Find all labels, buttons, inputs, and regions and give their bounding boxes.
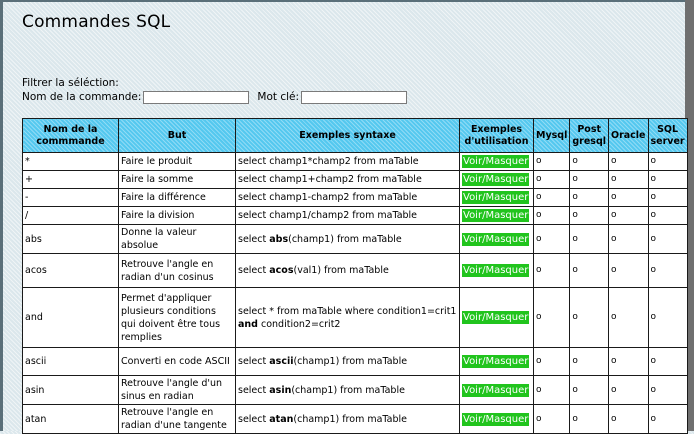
- cell-syntax: [236, 405, 460, 434]
- window-top-border: [0, 0, 694, 2]
- cell-oracle: o: [609, 348, 649, 376]
- syntax-text-tail: condition2=crit2: [257, 318, 341, 330]
- cell-sqlserver: o: [648, 153, 687, 171]
- table-row: [23, 207, 688, 225]
- cell-sqlserver: o: [648, 348, 687, 376]
- cell-postgresql: o: [570, 348, 609, 376]
- cell-purpose: Faire le produit: [119, 153, 236, 171]
- syntax-text: select: [238, 384, 270, 396]
- cell-mysql: o: [534, 207, 570, 225]
- cell-usage: [460, 207, 534, 225]
- cell-sqlserver: o: [648, 254, 687, 288]
- cell-mysql: o: [534, 153, 570, 171]
- table-row: [23, 376, 688, 405]
- cell-sqlserver: o: [648, 225, 687, 254]
- toggle-example-button[interactable]: Voir/Masquer: [463, 413, 529, 425]
- cell-purpose: Donne la valeur absolue: [119, 225, 236, 254]
- cell-usage: [460, 405, 534, 434]
- filter-heading: Filtrer la séléction:: [22, 77, 119, 89]
- cell-syntax: [236, 189, 460, 207]
- toggle-example-button[interactable]: Voir/Masquer: [463, 210, 529, 221]
- table-row: [23, 189, 688, 207]
- table-row: [23, 288, 688, 348]
- syntax-keyword: acos: [269, 265, 294, 276]
- cell-oracle: o: [609, 189, 649, 207]
- cell-command-name: atan: [23, 405, 119, 434]
- syntax-text: select: [238, 356, 270, 367]
- syntax-keyword: asin: [269, 384, 292, 396]
- toggle-example-button[interactable]: Voir/Masquer: [463, 192, 529, 203]
- syntax-text: select champ1/champ2 from maTable: [238, 210, 418, 221]
- cell-oracle: o: [609, 225, 649, 254]
- cell-mysql: o: [534, 254, 570, 288]
- cell-command-name: /: [23, 207, 119, 225]
- cell-postgresql: o: [570, 171, 609, 189]
- cell-postgresql: o: [570, 207, 609, 225]
- toggle-example-button[interactable]: Voir/Masquer: [463, 265, 529, 276]
- cell-sqlserver: o: [648, 376, 687, 405]
- cell-sqlserver: o: [648, 207, 687, 225]
- cell-syntax: [236, 171, 460, 189]
- cell-sqlserver: o: [648, 171, 687, 189]
- cell-sqlserver: o: [648, 405, 687, 434]
- page-title: Commandes SQL: [22, 12, 171, 32]
- cell-syntax: [236, 376, 460, 405]
- cell-mysql: o: [534, 348, 570, 376]
- cell-oracle: o: [609, 405, 649, 434]
- cell-mysql: o: [534, 405, 570, 434]
- cell-syntax: [236, 288, 460, 348]
- cell-usage: [460, 288, 534, 348]
- syntax-text-tail: (champ1) from maTable: [293, 413, 407, 425]
- cell-usage: [460, 376, 534, 405]
- cell-usage: [460, 254, 534, 288]
- cell-oracle: o: [609, 376, 649, 405]
- header-usage[interactable]: Exemples d'utilisation: [460, 119, 534, 153]
- cell-syntax: [236, 153, 460, 171]
- keyword-input[interactable]: [301, 91, 407, 104]
- header-postgresql[interactable]: Post gresql: [570, 119, 609, 153]
- header-mysql[interactable]: Mysql: [534, 119, 570, 153]
- cell-oracle: o: [609, 288, 649, 348]
- cell-usage: [460, 171, 534, 189]
- syntax-text: select champ1*champ2 from maTable: [238, 156, 419, 167]
- syntax-text: select champ1-champ2 from maTable: [238, 192, 418, 203]
- cell-postgresql: o: [570, 153, 609, 171]
- syntax-text-tail: (champ1) from maTable: [293, 356, 408, 367]
- cell-command-name: asin: [23, 376, 119, 405]
- syntax-text-tail: (val1) from maTable: [293, 265, 389, 276]
- syntax-keyword: atan: [269, 413, 294, 425]
- cell-mysql: o: [534, 171, 570, 189]
- table-row: [23, 254, 688, 288]
- table-row: [23, 405, 688, 434]
- syntax-keyword: ascii: [269, 356, 294, 367]
- cell-oracle: o: [609, 153, 649, 171]
- cell-oracle: o: [609, 171, 649, 189]
- cell-postgresql: o: [570, 288, 609, 348]
- syntax-text: select champ1+champ2 from maTable: [238, 174, 422, 185]
- cell-command-name: -: [23, 189, 119, 207]
- cell-syntax: [236, 207, 460, 225]
- table-row: [23, 171, 688, 189]
- cell-purpose: Retrouve l'angle en radian d'une tangente: [119, 405, 236, 434]
- cell-oracle: o: [609, 207, 649, 225]
- cell-postgresql: o: [570, 376, 609, 405]
- toggle-example-button[interactable]: Voir/Masquer: [463, 312, 529, 323]
- toggle-example-button[interactable]: Voir/Masquer: [463, 356, 529, 367]
- cell-command-name: and: [23, 288, 119, 348]
- cell-mysql: o: [534, 376, 570, 405]
- cell-purpose: Permet d'appliquer plusieurs conditions qui doivent être tous remplies: [119, 288, 236, 348]
- cell-usage: [460, 153, 534, 171]
- cell-command-name: *: [23, 153, 119, 171]
- syntax-text: select: [238, 265, 270, 276]
- cell-postgresql: o: [570, 405, 609, 434]
- cell-mysql: o: [534, 189, 570, 207]
- cell-postgresql: o: [570, 189, 609, 207]
- keyword-label: Mot clé:: [257, 91, 300, 103]
- header-purpose[interactable]: But: [119, 119, 236, 153]
- toggle-example-button[interactable]: Voir/Masquer: [463, 384, 529, 396]
- syntax-keyword: abs: [269, 233, 289, 245]
- table-row: [23, 153, 688, 171]
- cell-purpose: Retrouve l'angle d'un sinus en radian: [119, 376, 236, 405]
- toggle-example-button[interactable]: Voir/Masquer: [463, 156, 529, 167]
- header-sqlserver[interactable]: SQL server: [648, 119, 687, 153]
- cell-syntax: [236, 348, 460, 376]
- cell-purpose: Converti en code ASCII: [119, 348, 236, 376]
- cell-purpose: Faire la différence: [119, 189, 236, 207]
- window-left-border: [0, 0, 3, 431]
- cell-mysql: o: [534, 225, 570, 254]
- cell-usage: [460, 189, 534, 207]
- cell-purpose: Retrouve l'angle en radian d'un cosinus: [119, 254, 236, 288]
- filter-row: [22, 90, 411, 104]
- command-name-input[interactable]: [143, 91, 249, 104]
- header-syntax[interactable]: Exemples syntaxe: [236, 119, 460, 153]
- cell-command-name: abs: [23, 225, 119, 254]
- header-oracle[interactable]: Oracle: [609, 119, 649, 153]
- toggle-example-button[interactable]: Voir/Masquer: [463, 233, 529, 245]
- cell-sqlserver: o: [648, 288, 687, 348]
- cell-purpose: Faire la division: [119, 207, 236, 225]
- cell-syntax: [236, 254, 460, 288]
- command-name-label: Nom de la commande:: [22, 91, 142, 103]
- cell-syntax: [236, 225, 460, 254]
- cell-command-name: acos: [23, 254, 119, 288]
- syntax-keyword: and: [238, 318, 258, 330]
- syntax-text: select: [238, 413, 270, 425]
- cell-command-name: ascii: [23, 348, 119, 376]
- table-row: [23, 348, 688, 376]
- cell-command-name: +: [23, 171, 119, 189]
- cell-usage: [460, 225, 534, 254]
- syntax-text: select * from maTable where condition1=crit1: [238, 305, 457, 317]
- header-command-name[interactable]: Nom de la commmande: [23, 119, 119, 153]
- toggle-example-button[interactable]: Voir/Masquer: [463, 174, 529, 185]
- cell-sqlserver: o: [648, 189, 687, 207]
- sql-commands-table: [22, 118, 688, 434]
- syntax-text-tail: (champ1) from maTable: [288, 233, 402, 245]
- table-header-row: [23, 119, 688, 153]
- syntax-text-tail: (champ1) from maTable: [291, 384, 405, 396]
- cell-postgresql: o: [570, 225, 609, 254]
- table-row: [23, 225, 688, 254]
- cell-usage: [460, 348, 534, 376]
- cell-purpose: Faire la somme: [119, 171, 236, 189]
- cell-postgresql: o: [570, 254, 609, 288]
- filter-panel: [22, 76, 411, 104]
- cell-oracle: o: [609, 254, 649, 288]
- syntax-text: select: [238, 233, 270, 245]
- cell-mysql: o: [534, 288, 570, 348]
